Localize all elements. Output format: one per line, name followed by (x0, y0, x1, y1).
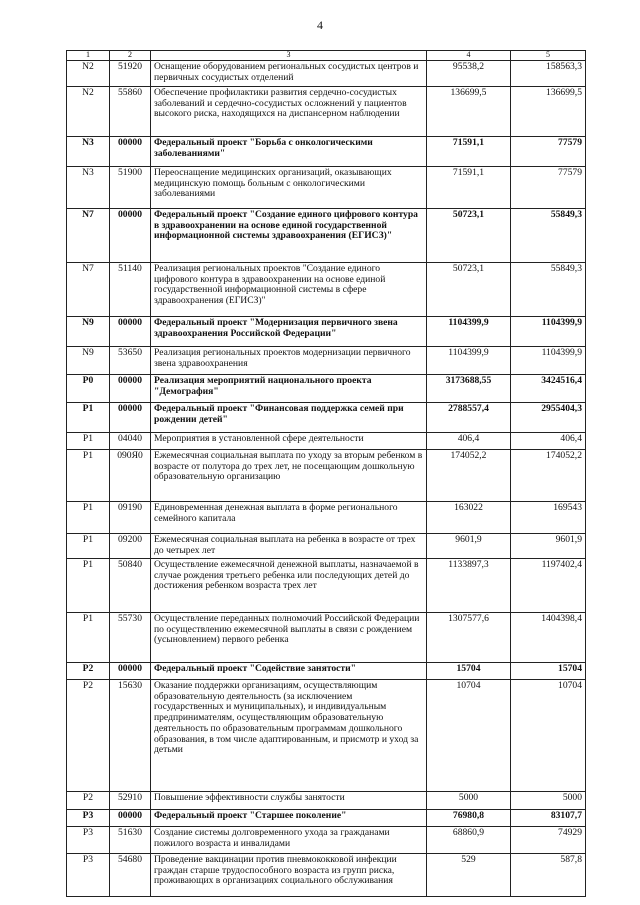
cell-c2: 51630 (110, 827, 151, 854)
cell-c4: 174052,2 (427, 450, 511, 502)
cell-c3: Реализация региональных проектов модернизации первичного звена здравоохранения (151, 347, 427, 375)
table-row (67, 854, 586, 897)
cell-c2: 51140 (110, 263, 151, 317)
cell-c4: 10704 (427, 680, 511, 792)
cell-c4: 5000 (427, 792, 511, 810)
cell-c1: P2 (67, 663, 110, 680)
budget-table (66, 50, 586, 897)
cell-c1: P3 (67, 810, 110, 827)
cell-c2: 55860 (110, 87, 151, 137)
cell-c5: 174052,2 (511, 450, 586, 502)
cell-c2: 54680 (110, 854, 151, 897)
cell-c1: N2 (67, 87, 110, 137)
table-row (67, 827, 586, 854)
cell-c1: P3 (67, 854, 110, 897)
table-row (67, 167, 586, 209)
table-row (67, 680, 586, 792)
cell-c1: P2 (67, 792, 110, 810)
cell-c3: Проведение вакцинации против пневмококковой инфекции граждан старше трудоспособного возраста из групп риска, проживающих в организациях социального обслуживания (151, 854, 427, 897)
cell-c5: 5000 (511, 792, 586, 810)
cell-c1: P1 (67, 502, 110, 534)
cell-c4: 76980,8 (427, 810, 511, 827)
cell-c2: 00000 (110, 663, 151, 680)
cell-c5: 406,4 (511, 433, 586, 450)
header-col-1: 1 (67, 51, 110, 61)
cell-c3: Переоснащение медицинских организаций, оказывающих медицинскую помощь больным с онкологическими заболеваниями (151, 167, 427, 209)
cell-c2: 55730 (110, 613, 151, 663)
table-row (67, 347, 586, 375)
cell-c4: 95538,2 (427, 61, 511, 87)
cell-c4: 163022 (427, 502, 511, 534)
cell-c2: 51920 (110, 61, 151, 87)
cell-c3: Мероприятия в установленной сфере деятельности (151, 433, 427, 450)
cell-c4: 136699,5 (427, 87, 511, 137)
cell-c1: P1 (67, 403, 110, 433)
cell-c5: 158563,3 (511, 61, 586, 87)
cell-c5: 9601,9 (511, 534, 586, 559)
header-col-4: 4 (427, 51, 511, 61)
table-row (67, 137, 586, 167)
cell-c2: 00000 (110, 375, 151, 403)
table-row (67, 61, 586, 87)
cell-c1: P1 (67, 433, 110, 450)
cell-c2: 00000 (110, 317, 151, 347)
cell-c3: Повышение эффективности службы занятости (151, 792, 427, 810)
table-row (67, 317, 586, 347)
cell-c1: P3 (67, 827, 110, 854)
cell-c5: 3424516,4 (511, 375, 586, 403)
cell-c4: 9601,9 (427, 534, 511, 559)
table-row (67, 502, 586, 534)
cell-c2: 00000 (110, 810, 151, 827)
cell-c1: N7 (67, 263, 110, 317)
cell-c3: Федеральный проект "Финансовая поддержка семей при рождении детей" (151, 403, 427, 433)
cell-c5: 1104399,9 (511, 347, 586, 375)
cell-c3: Единовременная денежная выплата в форме регионального семейного капитала (151, 502, 427, 534)
cell-c4: 71591,1 (427, 137, 511, 167)
table-row (67, 375, 586, 403)
cell-c2: 15630 (110, 680, 151, 792)
cell-c3: Федеральный проект "Модернизация первичного звена здравоохранения Российской Федерации" (151, 317, 427, 347)
cell-c4: 529 (427, 854, 511, 897)
header-col-2: 2 (110, 51, 151, 61)
table-row (67, 87, 586, 137)
cell-c1: P1 (67, 613, 110, 663)
cell-c3: Оснащение оборудованием региональных сосудистых центров и первичных сосудистых отделений (151, 61, 427, 87)
cell-c5: 83107,7 (511, 810, 586, 827)
table-row (67, 403, 586, 433)
cell-c4: 50723,1 (427, 263, 511, 317)
cell-c4: 1104399,9 (427, 347, 511, 375)
table-row (67, 810, 586, 827)
cell-c1: N9 (67, 317, 110, 347)
cell-c2: 51900 (110, 167, 151, 209)
cell-c4: 50723,1 (427, 209, 511, 263)
cell-c3: Федеральный проект "Содействие занятости" (151, 663, 427, 680)
cell-c1: N9 (67, 347, 110, 375)
cell-c4: 68860,9 (427, 827, 511, 854)
cell-c2: 09190 (110, 502, 151, 534)
cell-c3: Создание системы долговременного ухода за гражданами пожилого возраста и инвалидами (151, 827, 427, 854)
cell-c4: 1133897,3 (427, 559, 511, 613)
cell-c5: 587,8 (511, 854, 586, 897)
cell-c5: 77579 (511, 137, 586, 167)
cell-c1: N3 (67, 137, 110, 167)
cell-c5: 1104399,9 (511, 317, 586, 347)
cell-c5: 169543 (511, 502, 586, 534)
cell-c4: 1307577,6 (427, 613, 511, 663)
cell-c1: N3 (67, 167, 110, 209)
cell-c4: 71591,1 (427, 167, 511, 209)
table-row (67, 559, 586, 613)
cell-c5: 15704 (511, 663, 586, 680)
table-row (67, 663, 586, 680)
cell-c1: P1 (67, 559, 110, 613)
cell-c1: N7 (67, 209, 110, 263)
header-col-3: 3 (151, 51, 427, 61)
cell-c2: 04040 (110, 433, 151, 450)
cell-c4: 3173688,55 (427, 375, 511, 403)
header-col-5: 5 (511, 51, 586, 61)
cell-c4: 1104399,9 (427, 317, 511, 347)
cell-c2: 50840 (110, 559, 151, 613)
cell-c3: Реализация региональных проектов "Создание единого цифрового контура в здравоохранении на основе единой государственной информационной системы в сфере здравоохранения (ЕГИСЗ)" (151, 263, 427, 317)
cell-c5: 1197402,4 (511, 559, 586, 613)
cell-c3: Осуществление ежемесячной денежной выплаты, назначаемой в случае рождения третьего ребенка или последующих детей до достижения ребенком возраста трех лет (151, 559, 427, 613)
cell-c5: 55849,3 (511, 209, 586, 263)
table-row (67, 613, 586, 663)
cell-c5: 55849,3 (511, 263, 586, 317)
cell-c2: 00000 (110, 403, 151, 433)
cell-c1: P2 (67, 680, 110, 792)
table-row (67, 450, 586, 502)
cell-c3: Реализация мероприятий национального проекта "Демография" (151, 375, 427, 403)
cell-c2: 53650 (110, 347, 151, 375)
cell-c3: Ежемесячная социальная выплата на ребенка в возрасте от трех до четырех лет (151, 534, 427, 559)
cell-c3: Обеспечение профилактики развития сердечно-сосудистых заболеваний и сердечно-сосудистых осложнений у пациентов высокого риска, находящихся на диспансерном наблюдении (151, 87, 427, 137)
cell-c5: 1404398,4 (511, 613, 586, 663)
cell-c2: 00000 (110, 137, 151, 167)
page-number: 4 (317, 18, 323, 32)
cell-c5: 2955404,3 (511, 403, 586, 433)
cell-c5: 136699,5 (511, 87, 586, 137)
cell-c3: Оказание поддержки организациям, осуществляющим образовательную деятельность (за исключением государственных и муниципальных), и индивидуальным предпринимателям, осуществляющим образовательную деятельность по образовательным программам дошкольного образования, в том числе адаптированным, и присмотр и уход за детьми (151, 680, 427, 792)
cell-c5: 77579 (511, 167, 586, 209)
cell-c5: 74929 (511, 827, 586, 854)
table-row (67, 534, 586, 559)
cell-c3: Федеральный проект "Старшее поколение" (151, 810, 427, 827)
cell-c1: P0 (67, 375, 110, 403)
cell-c2: 090Я0 (110, 450, 151, 502)
cell-c2: 00000 (110, 209, 151, 263)
cell-c1: N2 (67, 61, 110, 87)
cell-c4: 406,4 (427, 433, 511, 450)
cell-c2: 52910 (110, 792, 151, 810)
table-row (67, 209, 586, 263)
cell-c1: P1 (67, 450, 110, 502)
table-row (67, 263, 586, 317)
cell-c4: 2788557,4 (427, 403, 511, 433)
cell-c1: P1 (67, 534, 110, 559)
cell-c3: Федеральный проект "Создание единого цифрового контура в здравоохранении на основе единой государственной информационной системы здравоохранения (ЕГИСЗ)" (151, 209, 427, 263)
cell-c3: Ежемесячная социальная выплата по уходу за вторым ребенком в возрасте от полутора до трех лет, не посещающим дошкольную образовательную организацию (151, 450, 427, 502)
table-row (67, 433, 586, 450)
cell-c2: 09200 (110, 534, 151, 559)
cell-c3: Федеральный проект "Борьба с онкологическими заболеваниями" (151, 137, 427, 167)
cell-c3: Осуществление переданных полномочий Российской Федерации по осуществлению ежемесячной выплаты в связи с рождением (усыновлением) первого ребенка (151, 613, 427, 663)
table-header-row (67, 51, 586, 61)
cell-c4: 15704 (427, 663, 511, 680)
cell-c5: 10704 (511, 680, 586, 792)
table-row (67, 792, 586, 810)
